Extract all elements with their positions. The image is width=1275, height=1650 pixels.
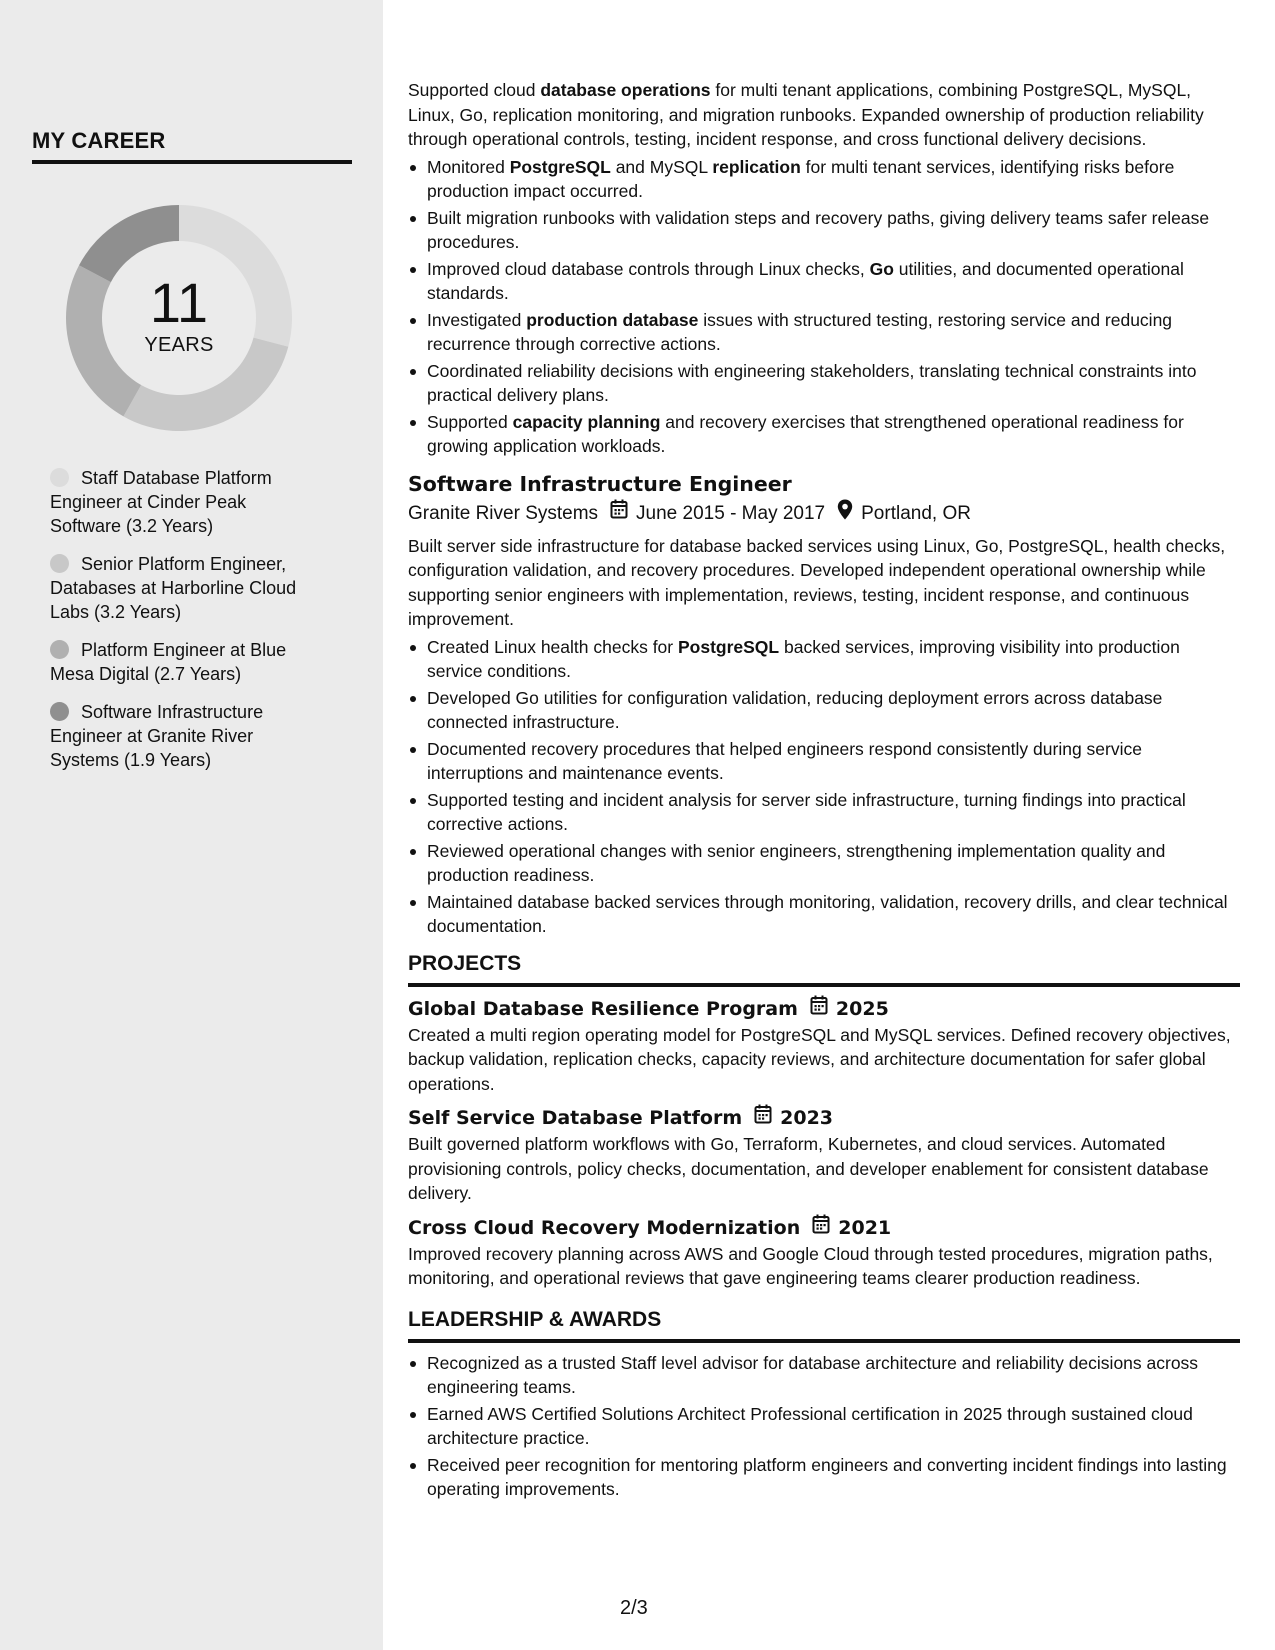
career-donut-chart: [66, 205, 292, 431]
text-run: and recovery exercises that strengthened operational readiness for growing application workloads.: [427, 411, 1184, 456]
bullet-item: [408, 737, 1240, 786]
bold-keyword: PostgreSQL: [677, 636, 780, 657]
text-run: Investigated: [427, 309, 527, 330]
job-meta: [408, 499, 1240, 530]
job-company: Granite River Systems: [408, 503, 599, 524]
job-bullets: [408, 635, 1240, 939]
text-run: Improved cloud database controls through Linux checks,: [427, 258, 870, 279]
project-title: Self Service Database Platform: [408, 1107, 743, 1129]
bullet-item: [408, 839, 1240, 888]
sidebar: [0, 0, 383, 1650]
project-year: 2021: [838, 1216, 892, 1239]
leadership-bullets: [408, 1351, 1240, 1502]
bullet-item: [408, 410, 1240, 459]
job-title: Software Infrastructure Engineer: [408, 471, 792, 496]
text-run: for multi tenant applications, combining PostgreSQL, MySQL, Linux, Go, replication monitoring, and migration runbooks. Expanded ownership of production reliability through operational controls, testing, incident response, and cross functional delivery decisions.: [408, 80, 1204, 149]
bullet-item: [408, 308, 1240, 357]
bullet-item: [408, 206, 1240, 255]
text-run: Documented recovery procedures that helped engineers respond consistently during service interruptions and maintenance events.: [427, 738, 1142, 783]
legend-item: [50, 466, 320, 538]
bold-keyword: production database: [526, 309, 699, 330]
bullet-item: [408, 359, 1240, 408]
project-year: 2023: [780, 1107, 834, 1129]
bullet-item: [408, 635, 1240, 684]
project-description: Built governed platform workflows with Go, Terraform, Kubernetes, and cloud services. Automated provisioning controls, policy checks, documentation, and developer enablement for consistent database delivery.: [408, 1134, 1209, 1203]
text-run: utilities, and documented operational standards.: [427, 258, 1184, 303]
projects-heading: PROJECTS: [408, 949, 1240, 987]
intro-bullets: [408, 155, 1240, 459]
total-years-value: 11: [149, 270, 209, 334]
job-paragraph: [408, 534, 1240, 632]
text-run: issues with structured testing, restoring service and reducing recurrence through corrective actions.: [427, 309, 1173, 354]
legend-item: [50, 638, 320, 686]
text-run: Supported: [427, 411, 513, 432]
project-title-row: [408, 995, 1240, 1023]
text-run: and MySQL: [610, 156, 713, 177]
bullet-item: [408, 155, 1240, 204]
bullet-item: [408, 788, 1240, 837]
career-heading: MY CAREER: [32, 128, 352, 164]
project-title-row: [408, 1104, 1240, 1132]
legend-dot: [50, 554, 69, 573]
job-dates: June 2015 - May 2017: [636, 503, 826, 524]
total-years-unit: YEARS: [144, 333, 214, 356]
intro-paragraph: [408, 78, 1240, 152]
legend-label: Software Infrastructure Engineer at Granite River Systems (1.9 Years): [50, 702, 264, 770]
project-title: Global Database Resilience Program: [408, 997, 798, 1020]
bullet-item: Recognized as a trusted Staff level advisor for database architecture and reliability decisions across engineering teams.: [408, 1351, 1240, 1400]
leadership-heading: LEADERSHIP & AWARDS: [408, 1305, 1240, 1343]
text-run: backed services, improving visibility into production service conditions.: [427, 636, 1180, 681]
calendar-icon: [810, 995, 828, 1023]
bold-keyword: Go: [869, 258, 894, 279]
bold-keyword: PostgreSQL: [509, 156, 611, 177]
project-year: 2025: [835, 997, 889, 1020]
bullet-item: [408, 890, 1240, 939]
text-run: Built migration runbooks with validation steps and recovery paths, giving delivery teams safer release procedures.: [427, 207, 1210, 252]
text-run: Monitored: [427, 156, 510, 177]
map-pin-icon: [837, 499, 853, 530]
bullet-item: [408, 686, 1240, 735]
bold-keyword: replication: [712, 156, 801, 177]
text-run: Coordinated reliability decisions with engineering stakeholders, translating technical constraints into practical delivery plans.: [427, 360, 1197, 405]
legend-item: [50, 700, 320, 772]
project-title-row: [408, 1214, 1240, 1242]
text-run: Supported testing and incident analysis for server side infrastructure, turning findings into practical corrective actions.: [427, 789, 1186, 834]
legend-label: Platform Engineer at Blue Mesa Digital (2.7 Years): [50, 640, 287, 684]
bullet-item: Earned AWS Certified Solutions Architect Professional certification in 2025 through sustained cloud architecture practice.: [408, 1402, 1240, 1451]
calendar-icon: [754, 1104, 772, 1132]
bullet-item: [408, 257, 1240, 306]
bullet-item: Received peer recognition for mentoring platform engineers and converting incident findings into lasting operating improvements.: [408, 1453, 1240, 1502]
text-run: Built server side infrastructure for database backed services using Linux, Go, PostgreSQL, health checks, configuration validation, and recovery procedures. Developed independent operational ownership while supporting senior engineers with implementation, reviews, testing, incident response, and continuous improvement.: [408, 535, 1226, 629]
text-run: Reviewed operational changes with senior engineers, strengthening implementation quality and production readiness.: [427, 840, 1166, 885]
project-description: Improved recovery planning across AWS and Google Cloud through tested procedures, migration paths, monitoring, and operational reviews that gave engineering teams clearer production readiness.: [408, 1243, 1213, 1288]
legend-dot: [50, 468, 69, 487]
text-run: for multi tenant services, identifying risks before production impact occurred.: [427, 156, 1175, 201]
projects-list: [408, 995, 1240, 1291]
text-run: Maintained database backed services through monitoring, validation, recovery drills, and clear technical documentation.: [427, 891, 1228, 936]
page-number: 2/3: [620, 1597, 648, 1619]
text-run: Supported cloud: [408, 80, 541, 100]
job-location: Portland, OR: [861, 503, 971, 524]
bold-keyword: database operations: [540, 80, 711, 100]
bold-keyword: capacity planning: [512, 411, 661, 432]
main-content: [408, 78, 1240, 1512]
calendar-icon: [812, 1214, 830, 1242]
legend-item: [50, 552, 320, 624]
project-title: Cross Cloud Recovery Modernization: [408, 1216, 801, 1239]
project-description: Created a multi region operating model for PostgreSQL and MySQL services. Defined recovery objectives, backup validation, replication checks, capacity reviews, and architecture documentation for safer global operations.: [408, 1024, 1231, 1094]
legend-label: Staff Database Platform Engineer at Cinder Peak Software (3.2 Years): [50, 468, 272, 536]
donut-center: [66, 205, 292, 431]
text-run: Created Linux health checks for: [427, 636, 678, 657]
text-run: Developed Go utilities for configuration validation, reducing deployment errors across database connected infrastructure.: [427, 687, 1163, 732]
calendar-icon: [610, 499, 628, 529]
legend-dot: [50, 640, 69, 659]
career-legend: [50, 466, 320, 786]
legend-dot: [50, 702, 69, 721]
legend-label: Senior Platform Engineer, Databases at Harborline Cloud Labs (3.2 Years): [50, 554, 297, 622]
